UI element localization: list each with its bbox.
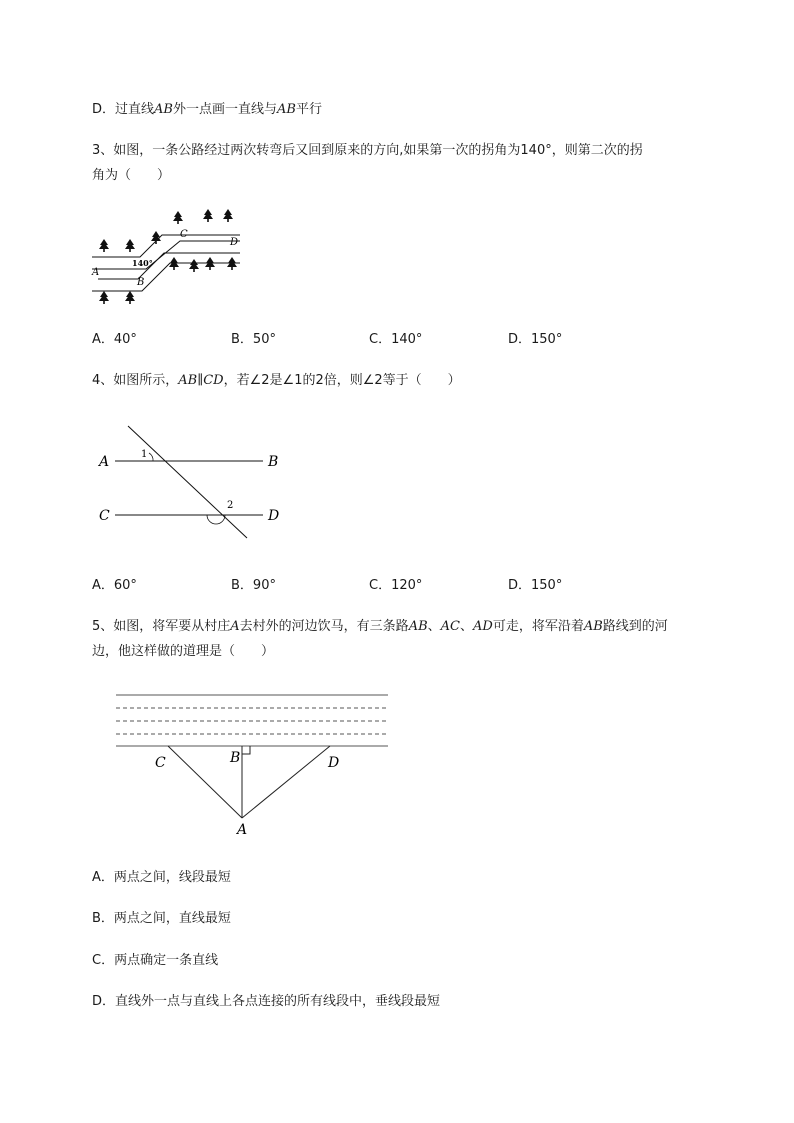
q4-option-c[interactable]: C．120° (369, 578, 423, 593)
q5-option-d[interactable]: D．直线外一点与直线上各点连接的所有线段中，垂线段最短 (92, 994, 441, 1009)
q5-option-a[interactable]: A．两点之间，线段最短 (92, 870, 231, 885)
angle-1-label: 1 (141, 449, 148, 460)
label-a: A (99, 454, 110, 470)
q4-option-b[interactable]: B．90° (231, 578, 276, 593)
variable-ac: AC (440, 619, 460, 634)
q4-option-d[interactable]: D．150° (508, 578, 563, 593)
label-d: D (268, 508, 280, 524)
variable-ab: AB (276, 102, 296, 117)
angle-label-140: 140° (132, 258, 153, 268)
label-b: B (137, 277, 145, 288)
q3-option-c[interactable]: C．140° (369, 332, 423, 347)
stem-text: ，若∠2是∠1的2倍，则∠2等于（ ） (223, 373, 461, 388)
q4-stem (92, 372, 461, 390)
angle-2-label: 2 (227, 500, 234, 511)
q3-stem-line2: 角为（ ） (92, 168, 171, 183)
variable-ad: AD (473, 619, 493, 634)
variable-a: A (230, 619, 240, 634)
label-d: D (328, 755, 340, 771)
stem-text: 5、如图，将军要从村庄 (92, 619, 231, 634)
variable-ab: AB (154, 102, 173, 117)
q3-road-figure (90, 205, 250, 305)
stem-text: 去村外的河边饮马，有三条路 (239, 619, 409, 634)
label-c: C (180, 229, 188, 240)
q5-stem-line1 (92, 618, 668, 636)
variable-ab: AB (408, 619, 428, 634)
option-text: 外一点画一直线与 (172, 102, 277, 117)
q4-option-a[interactable]: A．60° (92, 578, 137, 593)
q3-option-d[interactable]: D．150° (508, 332, 563, 347)
label-b: B (230, 750, 241, 766)
label-d: D (230, 237, 239, 248)
separator: 、 (460, 619, 474, 634)
q4-parallel-lines-figure (95, 420, 295, 550)
stem-text: 可走，将军沿着 (492, 619, 584, 634)
prev-question-option-d (92, 101, 322, 119)
q3-stem-line1: 3、如图，一条公路经过两次转弯后又回到原来的方向,如果第一次的拐角为140°，则第二次的拐 (92, 143, 643, 158)
q5-river-figure (110, 690, 400, 840)
separator: 、 (427, 619, 441, 634)
label-c: C (155, 755, 166, 771)
q5-option-c[interactable]: C．两点确定一条直线 (92, 953, 219, 968)
q3-option-b[interactable]: B．50° (231, 332, 276, 347)
label-a: A (92, 267, 100, 278)
q5-stem-line2: 边，他这样做的道理是（ ） (92, 644, 275, 659)
label-c: C (99, 508, 110, 524)
variable-ab: AB (583, 619, 603, 634)
q3-option-a[interactable]: A．40° (92, 332, 137, 347)
label-b: B (268, 454, 279, 470)
parallel-statement: AB∥CD (178, 373, 224, 388)
option-text: D．过直线 (92, 102, 155, 117)
stem-text: 4、如图所示， (92, 373, 179, 388)
label-a: A (237, 822, 248, 838)
option-text: 平行 (295, 102, 322, 117)
q5-option-b[interactable]: B．两点之间，直线最短 (92, 911, 231, 926)
stem-text: 路线到的河 (602, 619, 668, 634)
